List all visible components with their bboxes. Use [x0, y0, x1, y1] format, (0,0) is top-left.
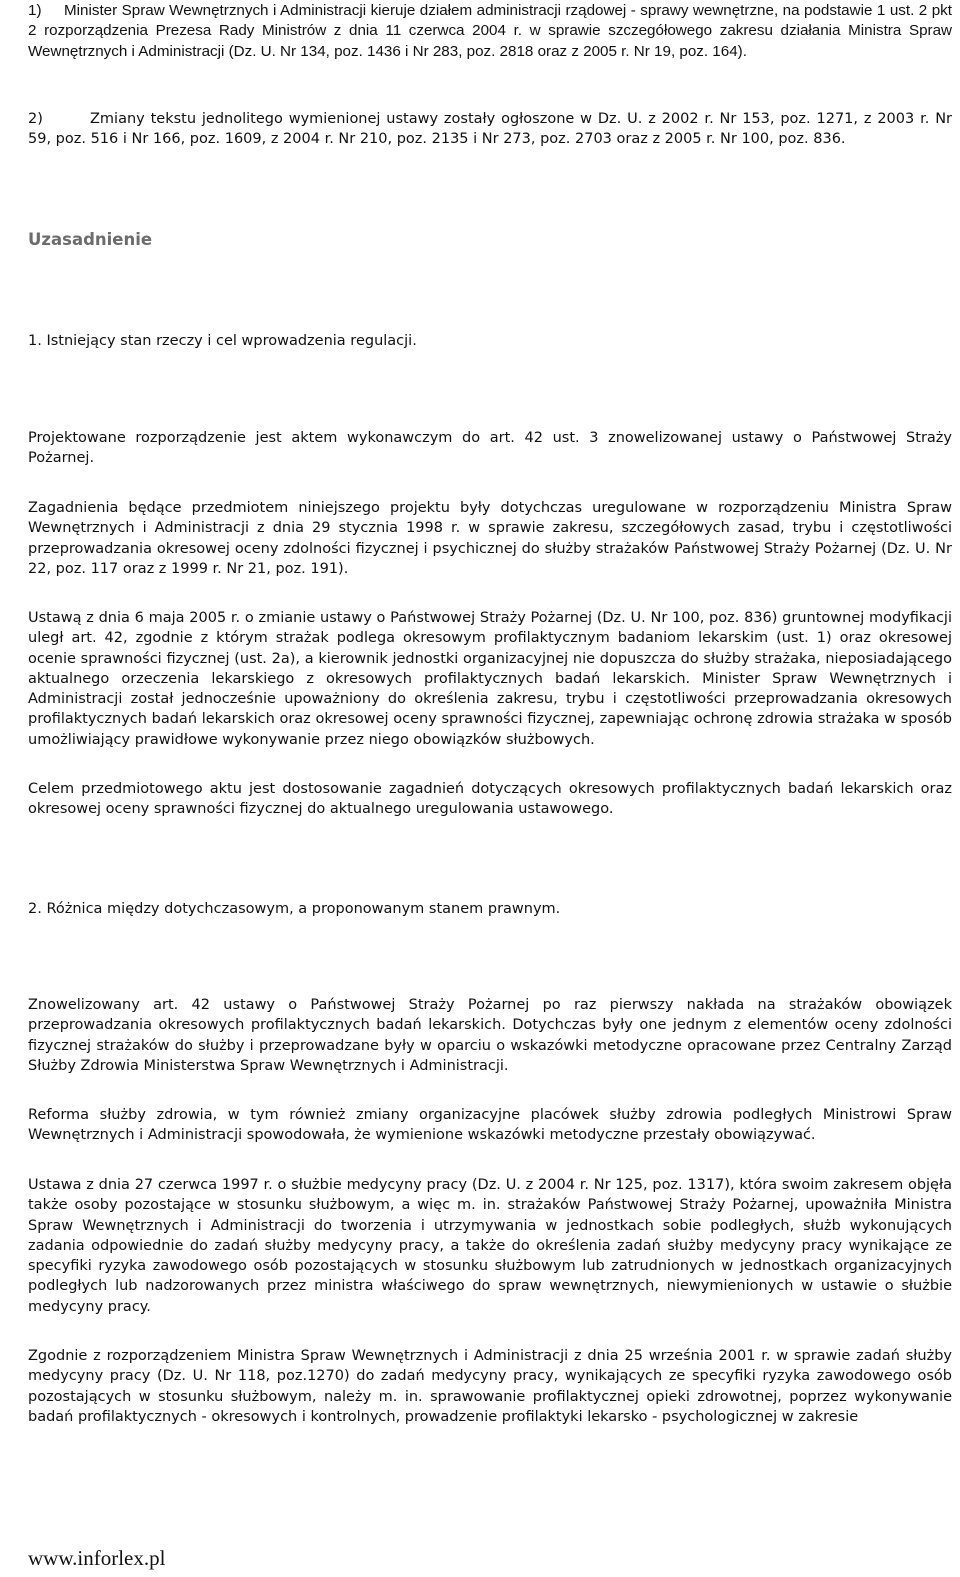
section-2-title: 2. Różnica między dotychczasowym, a proponowanym stanem prawnym. — [28, 901, 561, 917]
paragraph: Ustawa z dnia 27 czerwca 1997 r. o służbie medycyny pracy (Dz. U. z 2004 r. Nr 125, poz. 1317), która swoim zakresem objęła także osoby pozostające w stosunku służbowym, a więc m. in. strażaków Państwowej Straży Pożarnej, upoważniła Ministra Spraw Wewnętrznych i Administracji do tworzenia i utrzymywania w jednostkach sobie podległych, służb wykonujących zadania odpowiednie do zadań służby medycyny pracy, a także do określenia zadań służby medycyny pracy wynikające ze specyfiki ryzyka zawodowego osób pozostających w stosunku służbowym lub zatrudnionych w jednostkach organizacyjnych podległych lub nadzorowanych przez ministra właściwego do spraw wewnętrznych, niewymienionych w ustawie o służbie medycyny pracy. — [28, 1177, 952, 1315]
section-1-title: 1. Istniejący stan rzeczy i cel wprowadzenia regulacji. — [28, 333, 417, 349]
footnote-1 — [28, 1, 952, 62]
footnote-2 — [28, 109, 952, 150]
paragraph: Reforma służby zdrowia, w tym również zmiany organizacyjne placówek służby zdrowia podległych Ministrowi Spraw Wewnętrznych i Administracji spowodowała, że wymienione wskazówki metodyczne przestały obowiązywać. — [28, 1107, 952, 1144]
footnote-2-marker: 2) — [28, 111, 43, 127]
footer-url: www.inforlex.pl — [28, 1546, 166, 1570]
footnote-2-text: Zmiany tekstu jednolitego wymienionej ustawy zostały ogłoszone w Dz. U. z 2002 r. Nr 153, poz. 1271, z 2003 r. Nr 59, poz. 516 i Nr 166, poz. 1609, z 2004 r. Nr 210, poz. 2135 i Nr 273, poz. 2703 oraz z 2005 r. Nr 100, poz. 836. — [28, 111, 952, 148]
paragraph: Znowelizowany art. 42 ustawy o Państwowej Straży Pożarnej po raz pierwszy nakłada na strażaków obowiązek przeprowadzania okresowych profilaktycznych badań lekarskich. Dotychczas były one jednym z elementów oceny zdolności fizycznej strażaków do służby i przeprowadzane były w oparciu o wskazówki metodyczne opracowane przez Centralny Zarząd Służby Zdrowia Ministerstwa Spraw Wewnętrznych i Administracji. — [28, 997, 952, 1074]
section-heading-uzasadnienie: Uzasadnienie — [28, 230, 153, 249]
footnote-1-marker: 1) — [28, 2, 42, 19]
paragraph: Celem przedmiotowego aktu jest dostosowanie zagadnień dotyczących okresowych profilaktycznych badań lekarskich oraz okresowej oceny sprawności fizycznej do aktualnego uregulowania ustawowego. — [28, 781, 952, 818]
paragraph: Projektowane rozporządzenie jest aktem wykonawczym do art. 42 ust. 3 znowelizowanej ustawy o Państwowej Straży Pożarnej. — [28, 430, 952, 467]
paragraph: Zagadnienia będące przedmiotem niniejszego projektu były dotychczas uregulowane w rozporządzeniu Ministra Spraw Wewnętrznych i Administracji z dnia 29 stycznia 1998 r. w sprawie zakresu, szczegółowych zasad, trybu i częstotliwości przeprowadzania okresowej oceny zdolności fizycznej i psychicznej do służby strażaków Państwowej Straży Pożarnej (Dz. U. Nr 22, poz. 117 oraz z 1999 r. Nr 21, poz. 191). — [28, 500, 952, 577]
paragraph: Ustawą z dnia 6 maja 2005 r. o zmianie ustawy o Państwowej Straży Pożarnej (Dz. U. Nr 100, poz. 836) gruntownej modyfikacji uległ art. 42, zgodnie z którym strażak podlega okresowym profilaktycznym badaniom lekarskim (ust. 1) oraz okresowej ocenie sprawności fizycznej (ust. 2a), a kierownik jednostki organizacyjnej nie dopuszcza do służby strażaka, nieposiadającego aktualnego orzeczenia lekarskiego z okresowych profilaktycznych badań lekarskich. Minister Spraw Wewnętrznych i Administracji został jednocześnie upoważniony do określenia zakresu, trybu i częstotliwości przeprowadzania okresowych profilaktycznych badań lekarskich oraz okresowej oceny sprawności fizycznej, zapewniając ochronę zdrowia strażaka w sposób umożliwiający prawidłowe wykonywanie przez niego obowiązków służbowych. — [28, 610, 952, 748]
paragraph: Zgodnie z rozporządzeniem Ministra Spraw Wewnętrznych i Administracji z dnia 25 września 2001 r. w sprawie zadań służby medycyny pracy (Dz. U. Nr 118, poz.1270) do zadań medycyny pracy, wynikających ze specyfiki ryzyka zawodowego osób pozostających w stosunku służbowym, należy m. in. sprawowanie profilaktycznej opieki zdrowotnej, poprzez wykonywanie badań profilaktycznych - okresowych i kontrolnych, prowadzenie profilaktyki lekarsko - psychologicznej w zakresie — [28, 1348, 952, 1425]
footnote-1-text: Minister Spraw Wewnętrznych i Administracji kieruje działem administracji rządowej - sprawy wewnętrzne, na podstawie 1 ust. 2 pkt 2 rozporządzenia Prezesa Rady Ministrów z dnia 11 czerwca 2004 r. w sprawie szczegółowego zakresu działania Ministra Spraw Wewnętrznych i Administracji (Dz. U. Nr 134, poz. 1436 i Nr 283, poz. 2818 oraz z 2005 r. Nr 19, poz. 164). — [28, 2, 952, 60]
